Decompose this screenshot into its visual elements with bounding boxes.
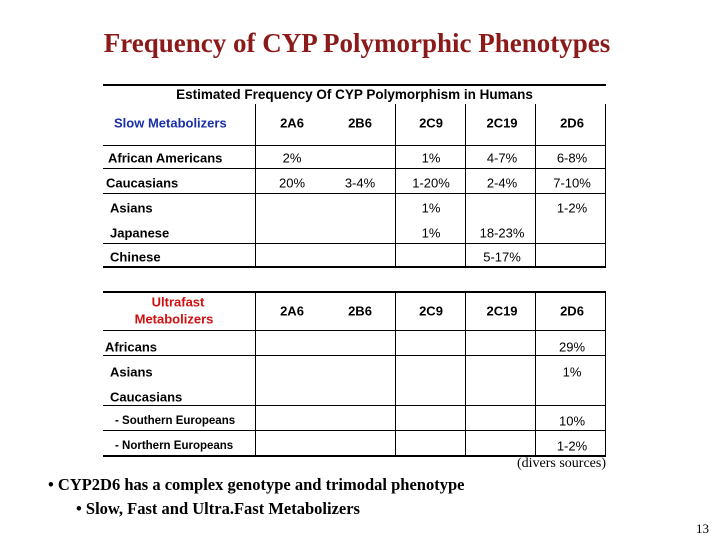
table-title: Estimated Frequency Of CYP Polymorphism in Humans [176,87,533,102]
table-divider [103,266,606,268]
row-label: Asians [110,200,153,216]
table-cell: 1% [421,200,441,216]
column-header: 2D6 [560,115,584,131]
source-note: (divers sources) [516,456,606,470]
row-label: Japanese [110,225,170,241]
table-cell: 1% [421,225,441,241]
slow-metabolizers-header: Slow Metabolizers [114,115,227,131]
ultrafast-header-line2: Metabolizers [134,311,214,327]
row-label: - Northern Europeans [115,440,234,452]
column-divider [605,292,606,456]
row-label: Africans [105,339,158,355]
table-divider [103,405,606,406]
table-divider [103,355,606,356]
column-divider [255,104,256,267]
column-header: 2C9 [419,115,443,131]
column-divider [605,104,606,267]
column-divider [465,104,466,267]
column-header: 2A6 [280,115,304,131]
bullet-1: • CYP2D6 has a complex genotype and trimodal phenotype [48,475,465,494]
column-divider [255,292,256,456]
row-label: Asians [110,364,153,380]
page-number: 13 [696,521,709,536]
column-header: 2B6 [348,115,372,131]
table-cell: 1% [421,150,441,166]
row-label: Caucasians [110,389,183,405]
row-label: Chinese [110,249,161,265]
row-label: Caucasians [106,175,179,191]
column-header: 2D6 [560,303,584,319]
table-cell: 20% [278,175,306,191]
table-cell: 2% [282,150,302,166]
table-cell: 10% [558,413,586,429]
column-header: 2C19 [486,115,518,131]
table-divider [103,145,606,146]
column-divider [395,104,396,267]
table-divider [103,430,606,431]
table-cell: 1-2% [556,438,588,454]
column-divider [465,292,466,456]
column-header: 2C19 [486,303,518,319]
table-divider [103,84,606,86]
table-cell: 18-23% [479,225,525,241]
table-cell: 5-17% [483,249,521,265]
table-cell: 7-10% [553,175,591,191]
table-divider [103,193,606,194]
slide-title: Frequency of CYP Polymorphic Phenotypes [103,28,611,58]
ultrafast-header-line1: Ultrafast [151,294,205,310]
table-cell: 1-2% [556,200,588,216]
table-divider [103,330,606,331]
column-divider [535,292,536,456]
column-header: 2B6 [348,303,372,319]
column-divider [395,292,396,456]
row-label: African Americans [108,150,223,166]
table-cell: 1% [562,364,582,380]
column-header: 2A6 [280,303,304,319]
table-divider [103,291,606,293]
table-divider [103,243,606,244]
table-cell: 4-7% [486,150,518,166]
bullet-2: • Slow, Fast and Ultra.Fast Metabolizers [76,499,360,518]
table-cell: 3-4% [344,175,376,191]
table-cell: 6-8% [556,150,588,166]
table-divider [103,168,606,169]
table-cell: 2-4% [486,175,518,191]
column-divider [535,104,536,267]
table-cell: 29% [558,339,586,355]
row-label: - Southern Europeans [115,415,236,427]
table-cell: 1-20% [412,175,450,191]
column-header: 2C9 [419,303,443,319]
